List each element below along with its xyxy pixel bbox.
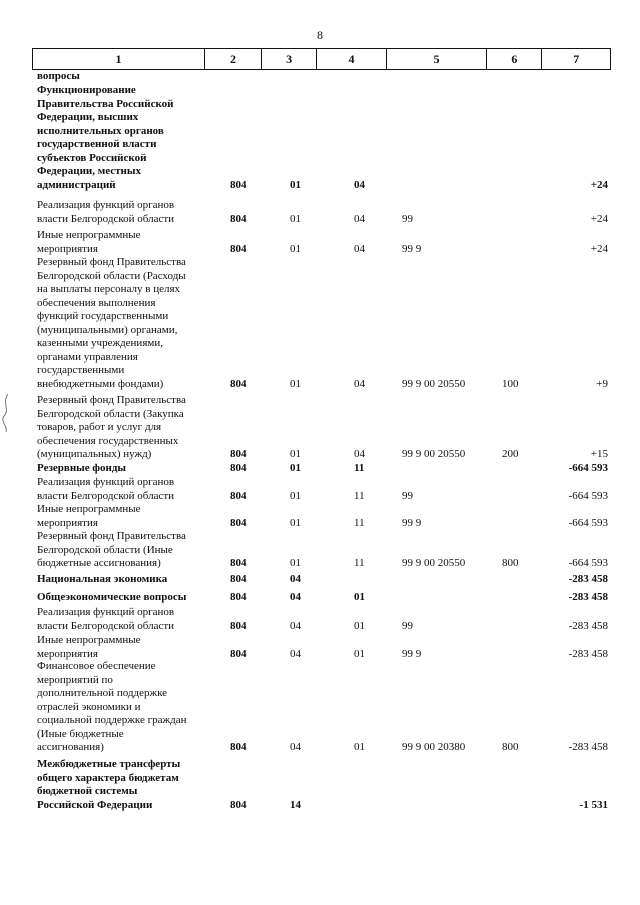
cell-c4: 01 <box>354 741 365 753</box>
cell-c2: 804 <box>230 798 247 811</box>
table-row <box>0 394 640 462</box>
cell-c5: 99 9 <box>402 242 422 255</box>
cell-c7: -283 458 <box>568 619 608 632</box>
table-row <box>0 606 640 633</box>
cell-c7: +24 <box>590 212 608 225</box>
cell-c4: 04 <box>354 377 365 390</box>
row-name-line: Российской Федерации <box>37 798 153 811</box>
cell-c5: 99 9 00 20380 <box>402 741 466 753</box>
cell-c3: 04 <box>290 647 301 660</box>
cell-c6: 100 <box>502 377 519 390</box>
cell-c7: +9 <box>596 377 608 390</box>
table-row <box>0 758 640 812</box>
cell-c2: 804 <box>230 741 247 753</box>
cell-c5: 99 <box>402 619 413 632</box>
row-name-line: Иные непрограммные <box>37 634 141 646</box>
row-name-line: власти Белгородской области <box>37 212 175 225</box>
row-name <box>37 394 205 462</box>
row-name-line: Белгородской области (Расходы <box>37 269 186 282</box>
row-name <box>37 530 205 571</box>
cell-c2: 804 <box>230 619 247 632</box>
row-name-line: субъектов Российской <box>37 151 147 164</box>
cell-c2: 804 <box>230 462 247 474</box>
cell-c3: 01 <box>290 516 301 529</box>
row-name-line: на выплаты персоналу в целях <box>37 283 181 295</box>
row-name-line: государственной власти <box>37 138 157 150</box>
table-header <box>32 48 611 70</box>
cell-c5: 99 9 <box>402 647 422 660</box>
row-name-line: Реализация функций органов <box>37 199 175 211</box>
table-row <box>0 591 640 605</box>
cell-c7: +15 <box>590 448 608 460</box>
cell-c4: 04 <box>354 242 365 255</box>
row-name-line: Межбюджетные трансферты <box>37 758 181 770</box>
header-col-7: 7 <box>573 51 580 66</box>
cell-c7: -1 531 <box>579 798 608 811</box>
row-name-line: бюджетной системы <box>37 785 138 797</box>
cell-c2: 804 <box>230 591 247 603</box>
header-col-3: 3 <box>262 49 317 69</box>
cell-c7: -283 458 <box>568 741 608 753</box>
row-name-line: Белгородской области (Иные <box>37 543 173 556</box>
row-name-line: государственными <box>37 364 125 376</box>
cell-c5: 99 9 00 20550 <box>402 448 466 460</box>
row-name-line: вопросы <box>37 70 80 82</box>
cell-c3: 01 <box>290 212 301 225</box>
row-name <box>37 660 205 755</box>
cell-c2: 804 <box>230 448 247 460</box>
row-name-line: власти Белгородской области <box>37 489 175 502</box>
row-name-line: обеспечения государственных <box>37 434 179 447</box>
row-name-line: мероприятия <box>37 647 98 660</box>
table-row <box>0 503 640 530</box>
table-row <box>0 660 640 755</box>
row-name-line: Правительства Российской <box>37 97 174 110</box>
row-name-line: внебюджетными фондами) <box>37 377 164 390</box>
cell-c4: 11 <box>354 462 365 474</box>
table-row <box>0 229 640 256</box>
cell-c2: 804 <box>230 647 247 660</box>
cell-c7: -283 458 <box>568 573 608 585</box>
table-row <box>0 573 640 587</box>
table-row <box>0 530 640 571</box>
row-name-line: исполнительных органов <box>37 124 164 137</box>
row-name-line: (муниципальных) нужд) <box>37 448 152 460</box>
cell-c2: 804 <box>230 242 247 255</box>
row-name <box>37 70 205 84</box>
row-name-line: Резервный фонд Правительства <box>37 256 186 268</box>
row-name <box>37 503 205 530</box>
row-name-line: казенными учреждениями, <box>37 337 163 349</box>
row-name-line: Резервный фонд Правительства <box>37 530 186 542</box>
cell-c7: +24 <box>590 178 608 191</box>
row-name <box>37 476 205 503</box>
cell-c5: 99 9 00 20550 <box>402 377 466 390</box>
cell-c4: 01 <box>354 647 365 660</box>
cell-c3: 04 <box>290 619 301 632</box>
row-name-line: дополнительной поддержке <box>37 687 168 699</box>
cell-c6: 800 <box>502 741 519 753</box>
row-name-line: Реализация функций органов <box>37 476 175 488</box>
cell-c7: -664 593 <box>568 516 608 529</box>
cell-c3: 14 <box>290 798 301 811</box>
row-name-line: органами управления <box>37 350 138 363</box>
cell-c5: 99 <box>402 212 413 225</box>
row-name <box>37 758 205 812</box>
row-name-line: Иные непрограммные <box>37 229 141 241</box>
cell-c4: 01 <box>354 591 365 603</box>
cell-c7: -283 458 <box>568 591 608 603</box>
row-name-line: социальной поддержке граждан <box>37 714 187 726</box>
cell-c4: 04 <box>354 178 365 191</box>
row-name <box>37 256 205 391</box>
row-name-line: мероприятия <box>37 242 98 255</box>
row-name-line: Иные непрограммные <box>37 503 141 515</box>
row-name-line: обеспечения выполнения <box>37 296 156 309</box>
row-name-line: Общеэкономические вопросы <box>37 591 187 603</box>
cell-c7: -664 593 <box>568 489 608 502</box>
row-name <box>37 591 205 605</box>
row-name-line: Резервные фонды <box>37 462 126 474</box>
cell-c3: 01 <box>290 557 301 569</box>
cell-c3: 01 <box>290 242 301 255</box>
cell-c2: 804 <box>230 489 247 502</box>
row-name-line: Национальная экономика <box>37 573 168 585</box>
cell-c6: 800 <box>502 557 519 569</box>
cell-c4: 04 <box>354 212 365 225</box>
table-row <box>0 199 640 226</box>
header-col-5: 5 <box>387 49 488 69</box>
row-name-line: товаров, работ и услуг для <box>37 421 162 433</box>
cell-c6: 200 <box>502 448 519 460</box>
cell-c3: 04 <box>290 573 301 585</box>
header-col-6: 6 <box>487 49 542 69</box>
cell-c3: 04 <box>290 741 301 753</box>
table-row <box>0 476 640 503</box>
cell-c2: 804 <box>230 573 247 585</box>
table-row <box>0 70 640 84</box>
row-name-line: администраций <box>37 178 116 191</box>
row-name <box>37 462 205 476</box>
row-name-line: общего характера бюджетам <box>37 771 179 784</box>
row-name <box>37 199 205 226</box>
table-row <box>0 634 640 661</box>
cell-c4: 11 <box>354 557 365 569</box>
row-name-line: Функционирование <box>37 84 136 96</box>
row-name <box>37 84 205 192</box>
cell-c4: 11 <box>354 489 365 502</box>
cell-c5: 99 9 00 20550 <box>402 557 466 569</box>
header-col-2: 2 <box>205 49 262 69</box>
page-number: 8 <box>317 28 323 42</box>
row-name <box>37 634 205 661</box>
row-name-line: Федерации, местных <box>37 165 141 177</box>
cell-c5: 99 9 <box>402 516 422 529</box>
header-col-1: 1 <box>33 49 205 69</box>
row-name-line: мероприятия <box>37 516 98 529</box>
cell-c3: 01 <box>290 377 301 390</box>
row-name-line: Белгородской области (Закупка <box>37 407 184 420</box>
row-name-line: Финансовое обеспечение <box>37 660 156 672</box>
row-name-line: бюджетные ассигнования) <box>37 557 161 569</box>
cell-c7: -664 593 <box>568 557 608 569</box>
cell-c3: 01 <box>290 462 301 474</box>
cell-c3: 01 <box>290 489 301 502</box>
cell-c2: 804 <box>230 212 247 225</box>
row-name-line: Резервный фонд Правительства <box>37 394 186 406</box>
cell-c2: 804 <box>230 516 247 529</box>
row-name-line: ассигнования) <box>37 741 104 753</box>
cell-c5: 99 <box>402 489 413 502</box>
row-name-line: мероприятий по <box>37 673 113 686</box>
row-name-line: отраслей экономики и <box>37 700 141 713</box>
cell-c3: 04 <box>290 591 301 603</box>
table-row <box>0 256 640 391</box>
cell-c3: 01 <box>290 178 301 191</box>
row-name <box>37 573 205 587</box>
cell-c4: 11 <box>354 516 365 529</box>
cell-c2: 804 <box>230 557 247 569</box>
table-row <box>0 84 640 192</box>
row-name-line: власти Белгородской области <box>37 619 175 632</box>
cell-c4: 04 <box>354 448 365 460</box>
row-name-line: Реализация функций органов <box>37 606 175 618</box>
row-name-line: (Иные бюджетные <box>37 727 124 740</box>
cell-c3: 01 <box>290 448 301 460</box>
header-col-4: 4 <box>317 49 387 69</box>
row-name <box>37 606 205 633</box>
row-name <box>37 229 205 256</box>
cell-c7: +24 <box>590 242 608 255</box>
row-name-line: функций государственными <box>37 310 169 322</box>
cell-c7: -283 458 <box>568 647 608 660</box>
row-name-line: (муниципальными) органами, <box>37 323 178 336</box>
cell-c2: 804 <box>230 377 247 390</box>
cell-c2: 804 <box>230 178 247 191</box>
cell-c4: 01 <box>354 619 365 632</box>
cell-c7: -664 593 <box>568 462 608 474</box>
row-name-line: Федерации, высших <box>37 111 139 123</box>
table-row <box>0 462 640 476</box>
